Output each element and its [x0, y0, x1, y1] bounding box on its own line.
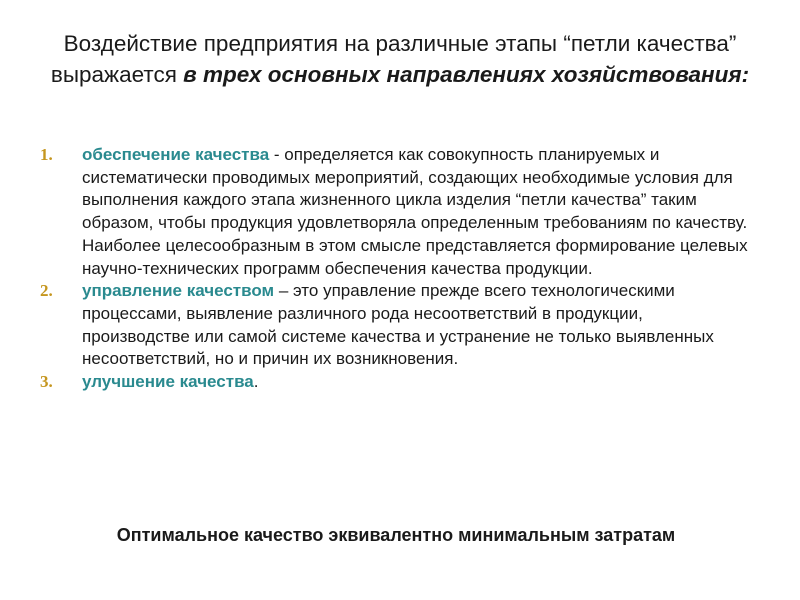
slide-title	[40, 28, 760, 90]
list-item-text: .	[253, 372, 259, 392]
list-item-number: 3.	[40, 372, 53, 392]
list-item-term: улучшение качества	[82, 372, 254, 392]
list-item-term: обеспечение качества	[82, 145, 270, 164]
list-item	[40, 280, 752, 371]
list-item-number: 2.	[40, 281, 53, 301]
list-item	[40, 371, 752, 394]
list-item-text: – это управление прежде всего технологическими процессами, выявление различного рода несоответствий в продукции, производстве или самой системе качества и устранение не только выявленных несоответствий, но и причин их возникновения.	[82, 281, 714, 369]
conclusion-text: Оптимальное качество эквивалентно минимальным затратам	[116, 525, 676, 545]
list-item	[40, 144, 752, 280]
list-item-number: 1.	[40, 145, 53, 164]
title-text: Воздействие предприятия на различные этапы “петли качества” выражается	[50, 31, 737, 87]
list-item-text: - определяется как совокупность планируемых и систематически проводимых мероприятий, создающих необходимые условия для выполнения каждого этапа жизненного цикла изделия “петли качества” таким образом, чтобы продукция удовлетворяла определенным требованиям по качеству. Наиболее целесообразным в этом смысле представляется формирование целевых научно-технических программ обеспечения качества продукции.	[82, 145, 748, 278]
list-item-term: управление качеством	[82, 281, 275, 301]
title-emphasis: в трех основных направлениях хозяйствования:	[183, 62, 750, 87]
directions-list	[40, 144, 752, 394]
